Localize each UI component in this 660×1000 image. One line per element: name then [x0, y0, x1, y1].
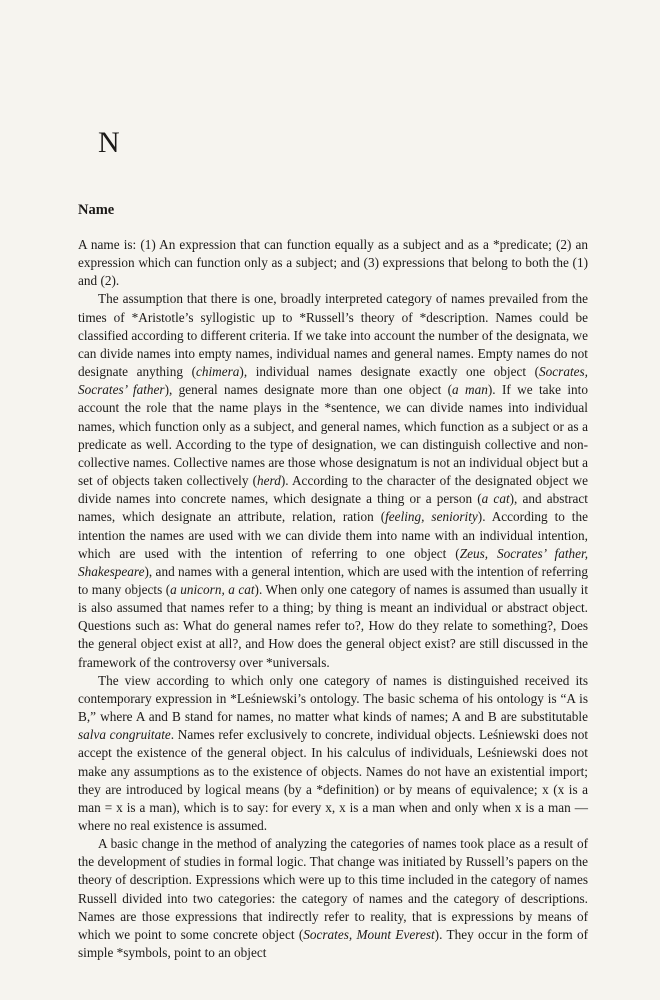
- entry-body: [78, 236, 588, 962]
- text-run: The view according to which only one category of names is distinguished received its contemporary expression in *Leśniewski’s ontology. The basic schema of his ontology is “A is B,” where A and B stand for names, no matter what kinds of names; A and B are substitutable: [78, 672, 588, 725]
- paragraph: [78, 672, 588, 835]
- text-run: A name is: (1) An expression that can function equally as a subject and as a *predicate; (2) an expression which can function only as a subject; and (3) expressions that belong to both the (1) and (2).: [78, 237, 588, 289]
- text-run: A basic change in the method of analyzing the categories of names took place as a result of the development of studies in formal logic. That change was initiated by Russell’s papers on the theory of description. Expressions which were up to this time included in the category of names Russell divided into two categories: the category of names and the category of descriptions. Names are those expressions that indirectly refer to reality, that is expressions by means of which we point to some concrete object (: [78, 836, 588, 942]
- text-run: ). When only one category of names is assumed than usually it is also assumed that names refer to a thing; by thing is meant an individual or abstract object. Questions such as: What do general names refer to?, How do they relate to something?, Does the general object exist at all?, and How does the general object exist? are still discussed in the framework of the controversy over *universals.: [78, 581, 589, 670]
- italic-run: Socrates, Mount Everest: [303, 926, 435, 942]
- italic-run: a man: [452, 382, 488, 398]
- italic-run: a cat: [481, 491, 510, 507]
- text-run: . Names refer exclusively to concrete, individual objects. Leśniewski does not accept the existence of the general object. In his calculus of individuals, Leśniewski does not make any assumptions as to the existence of objects. Names do not have an existential import; they are introduced by logical means (by a *definition) or by means of equivalence; x (x is a man = x is a man), which is to say: for every x, x is a man when and only when x is a man — where no real existence is assumed.: [78, 727, 589, 833]
- text-run: ), general names designate more than one object (: [164, 382, 453, 398]
- section-letter: N: [98, 126, 121, 159]
- paragraph: [78, 236, 588, 290]
- text-run: ), individual names designate exactly one object (: [239, 364, 540, 380]
- text-run: ). According to the character of the designated object we divide names into concrete names, which designate a thing or a person (: [78, 473, 588, 507]
- italic-run: herd: [257, 473, 281, 489]
- italic-run: a unicorn, a cat: [170, 581, 255, 597]
- italic-run: Socrates, Socrates’ father: [78, 364, 588, 398]
- italic-run: feeling, seniority: [385, 509, 478, 525]
- paragraph: [78, 290, 588, 671]
- text-run: ), and names with a general intention, which are used with the intention of referring to many objects (: [78, 563, 588, 597]
- italic-run: salva congruitate: [78, 727, 171, 743]
- text-run: ). They occur in the form of simple *symbols, point to an object: [78, 926, 589, 961]
- paragraph: [78, 835, 588, 962]
- entry-title: Name: [78, 202, 115, 218]
- text-run: ). If we take into account the role that the name plays in the *sentence, we can divide names into individual names, which function only as a subject, and general names, which function as a subject or as a predicate as well. According to the type of designation, we can distinguish collective and non-collective names. Collective names are those whose designatum is not an individual object but a set of objects taken collectively (: [78, 382, 588, 489]
- text-run: ). According to the intention the names are used with we can divide them into name with an individual intention, which are used with the intention of referring to one object (: [78, 509, 588, 561]
- text-run: ), and abstract names, which designate an attribute, relation, ration (: [78, 491, 588, 525]
- italic-run: chimera: [196, 364, 240, 380]
- italic-run: Zeus, Socrates’ father, Shakespeare: [78, 545, 589, 579]
- text-run: The assumption that there is one, broadly interpreted category of names prevailed from the times of *Aristotle’s syllogistic up to *Russell’s theory of *description. Names could be classified according to different criteria. If we take into account the number of the designata, we can divide names into empty names, individual names and general names. Empty names do not designate anything (: [78, 291, 588, 380]
